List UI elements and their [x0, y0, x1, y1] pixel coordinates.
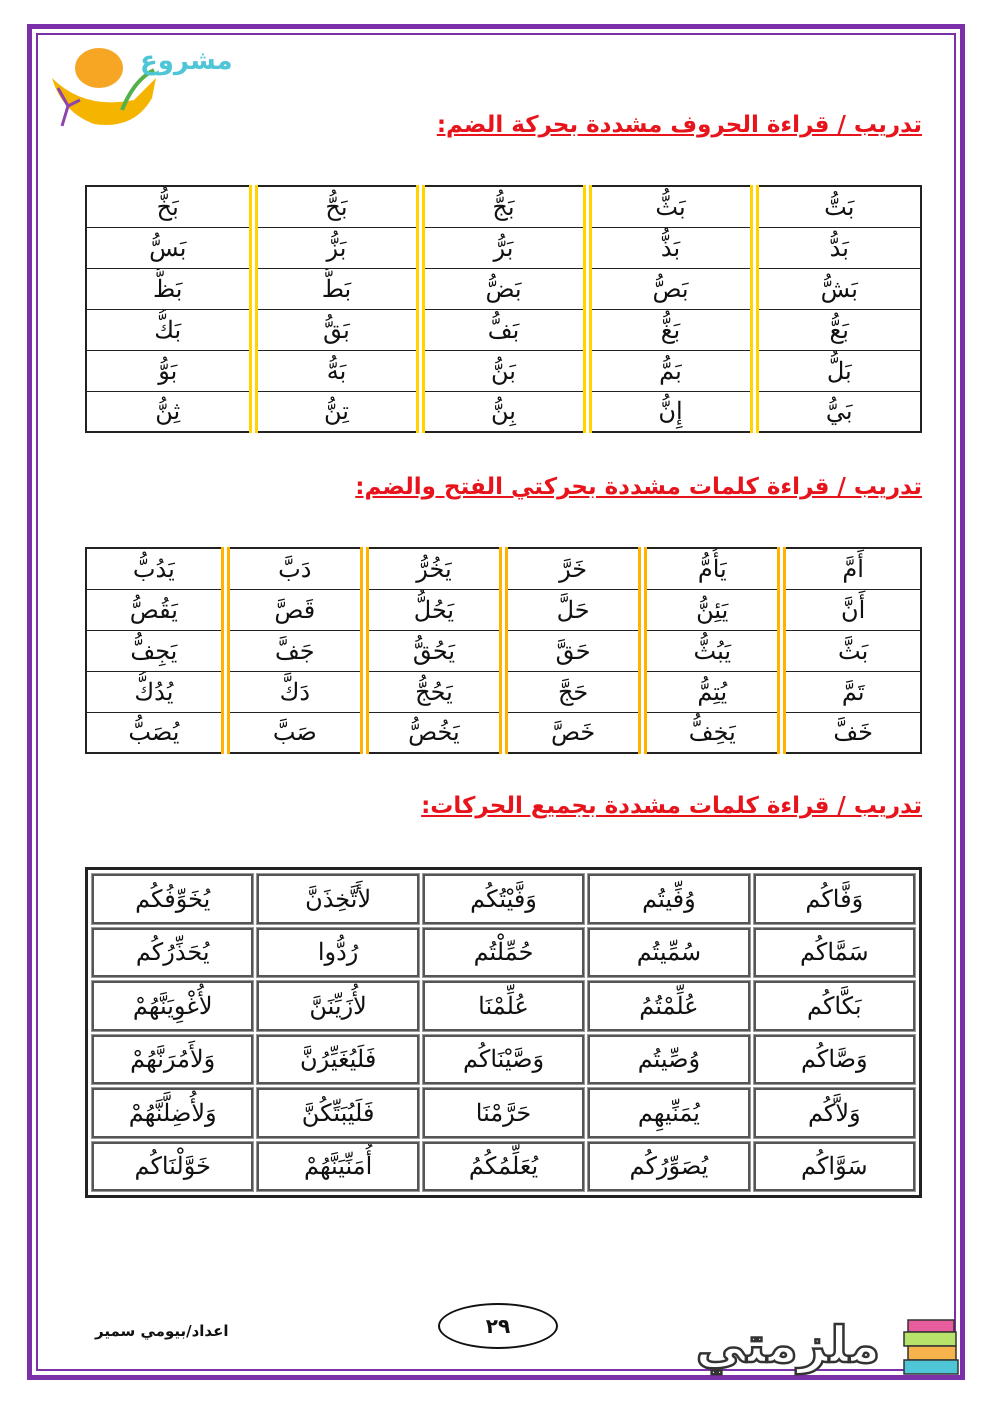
word-cell: خَفَّ — [782, 712, 921, 753]
word-cell: يَبُثُّ — [643, 630, 782, 671]
logo-text: مشروع — [140, 46, 233, 76]
word-cell: بَتُّ — [754, 186, 921, 227]
table-row — [92, 1142, 915, 1192]
word-cell: يَحُجُّ — [364, 671, 503, 712]
table-row — [86, 589, 921, 630]
word-cell: دَكَّ — [225, 671, 364, 712]
word-cell: يَجِفُّ — [86, 630, 225, 671]
word-cell: يُدُكُّ — [86, 671, 225, 712]
table-row — [92, 1088, 915, 1138]
word-cell: يَقُصُّ — [86, 589, 225, 630]
word-cell: بَرُّ — [420, 227, 587, 268]
section-heading-2: تدريب / قراءة كلمات مشددة بحركتي الفتح والضم: — [355, 474, 922, 500]
word-cell: بَلُّ — [754, 350, 921, 391]
word-cell: بَشُّ — [754, 268, 921, 309]
word-cell: يُمَنِّيهِم — [588, 1088, 749, 1138]
word-cell: يُتِمُّ — [643, 671, 782, 712]
word-cell: يُصَوِّرُكُم — [588, 1142, 749, 1192]
word-cell: أَمَّ — [782, 548, 921, 589]
word-cell: يَحُلُّ — [364, 589, 503, 630]
word-cell: وَفَّيْتُكُم — [423, 874, 584, 924]
word-cell: ثِنُّ — [86, 391, 253, 432]
table-row — [92, 981, 915, 1031]
table-row — [92, 928, 915, 978]
word-cell: حَقَّ — [504, 630, 643, 671]
word-cell: إِنُّ — [587, 391, 754, 432]
word-cell: بَسُّ — [86, 227, 253, 268]
word-cell: يَحُقُّ — [364, 630, 503, 671]
word-cell: بَطُّ — [253, 268, 420, 309]
word-cell: بَذُّ — [587, 227, 754, 268]
word-cell: لأُزَيِّنَنَّ — [257, 981, 418, 1031]
word-cell: بَكَّاكُم — [754, 981, 915, 1031]
table-row — [92, 1035, 915, 1085]
word-cell: حُمِّلْتُم — [423, 928, 584, 978]
words-fatha-damma-table — [85, 547, 922, 754]
word-cell: فَلَيُغَيِّرُنَّ — [257, 1035, 418, 1085]
word-cell: عُلِّمْتُمُ — [588, 981, 749, 1031]
author-credit: اعداد/بيومي سمير — [95, 1322, 229, 1340]
word-cell: وَصَّيْنَاكُم — [423, 1035, 584, 1085]
word-cell: بَوُّ — [86, 350, 253, 391]
word-cell: يُحَذِّرُكُم — [92, 928, 253, 978]
word-cell: حَلَّ — [504, 589, 643, 630]
word-cell: بَنُّ — [420, 350, 587, 391]
table-row — [86, 630, 921, 671]
word-cell: لأُغْوِيَنَّهُمْ — [92, 981, 253, 1031]
table-row — [86, 391, 921, 432]
word-cell: بَمُّ — [587, 350, 754, 391]
word-cell: وَصَّاكُم — [754, 1035, 915, 1085]
table-row — [86, 671, 921, 712]
word-cell: بَيُّ — [754, 391, 921, 432]
word-cell: تِنُّ — [253, 391, 420, 432]
word-cell: أَنَّ — [782, 589, 921, 630]
word-cell: بَكُّ — [86, 309, 253, 350]
word-cell: بَفُّ — [420, 309, 587, 350]
logo-sun-shape — [75, 48, 123, 88]
word-cell: يَدُبُّ — [86, 548, 225, 589]
table-row — [86, 186, 921, 227]
word-cell: بَقُّ — [253, 309, 420, 350]
word-cell: سُمِّيتُم — [588, 928, 749, 978]
word-cell: عُلِّمْنَا — [423, 981, 584, 1031]
word-cell: خَصَّ — [504, 712, 643, 753]
words-all-harakat-table — [85, 867, 922, 1198]
word-cell: أُمَنِّيَنَّهُمْ — [257, 1142, 418, 1192]
table-row — [86, 712, 921, 753]
table-row — [86, 227, 921, 268]
word-cell: وَلأَمُرَنَّهُمْ — [92, 1035, 253, 1085]
table-row — [86, 309, 921, 350]
word-cell: يُصَبُّ — [86, 712, 225, 753]
word-cell: جَفَّ — [225, 630, 364, 671]
word-cell: وَلاَّكُم — [754, 1088, 915, 1138]
word-cell: يَئِنُّ — [643, 589, 782, 630]
word-cell: صَبَّ — [225, 712, 364, 753]
word-cell: بَظُّ — [86, 268, 253, 309]
word-cell: بِنُّ — [420, 391, 587, 432]
word-cell: وُفِّيتُم — [588, 874, 749, 924]
word-cell: بَعُّ — [754, 309, 921, 350]
word-cell: فَلَيُبَتِّكُنَّ — [257, 1088, 418, 1138]
page-number: ٢٩ — [438, 1303, 558, 1349]
table-row — [86, 268, 921, 309]
word-cell: بَجُّ — [420, 186, 587, 227]
section-heading-3: تدريب / قراءة كلمات مشددة بجميع الحركات: — [421, 793, 922, 819]
word-cell: رُدُّوا — [257, 928, 418, 978]
word-cell: يَخُصُّ — [364, 712, 503, 753]
word-cell: بَدُّ — [754, 227, 921, 268]
word-cell: بَصُّ — [587, 268, 754, 309]
table-row — [86, 350, 921, 391]
word-cell: وَفَّاكُم — [754, 874, 915, 924]
word-cell: بَثَّ — [782, 630, 921, 671]
table-row — [86, 548, 921, 589]
word-cell: يَخُرُّ — [364, 548, 503, 589]
word-cell: بَهُّ — [253, 350, 420, 391]
word-cell: لأَتَّخِذَنَّ — [257, 874, 418, 924]
word-cell: خَوَّلْنَاكُم — [92, 1142, 253, 1192]
letters-damma-table — [85, 185, 922, 433]
word-cell: خَرَّ — [504, 548, 643, 589]
section-heading-1: تدريب / قراءة الحروف مشددة بحركة الضم: — [436, 112, 922, 138]
word-cell: بَثُّ — [587, 186, 754, 227]
word-cell: قَصَّ — [225, 589, 364, 630]
word-cell: حَرَّمْنَا — [423, 1088, 584, 1138]
word-cell: بَضُّ — [420, 268, 587, 309]
word-cell: بَحُّ — [253, 186, 420, 227]
watermark-text: ملزمتي — [695, 1316, 881, 1374]
word-cell: تَمَّ — [782, 671, 921, 712]
table-row — [92, 874, 915, 924]
word-cell: سَوَّاكُم — [754, 1142, 915, 1192]
watermark-logo — [668, 1300, 968, 1390]
word-cell: سَمَّاكُم — [754, 928, 915, 978]
word-cell: حَجَّ — [504, 671, 643, 712]
word-cell: يُعَلِّمُكُمُ — [423, 1142, 584, 1192]
word-cell: وُصِّيتُم — [588, 1035, 749, 1085]
books-icon — [904, 1320, 958, 1374]
word-cell: يَأُمُّ — [643, 548, 782, 589]
word-cell: بَزُّ — [253, 227, 420, 268]
word-cell: يُخَوِّفُكُم — [92, 874, 253, 924]
word-cell: وَلأُضِلَّنَّهُمْ — [92, 1088, 253, 1138]
word-cell: يَخِفُّ — [643, 712, 782, 753]
word-cell: دَبَّ — [225, 548, 364, 589]
word-cell: بَخُّ — [86, 186, 253, 227]
word-cell: بَغُّ — [587, 309, 754, 350]
